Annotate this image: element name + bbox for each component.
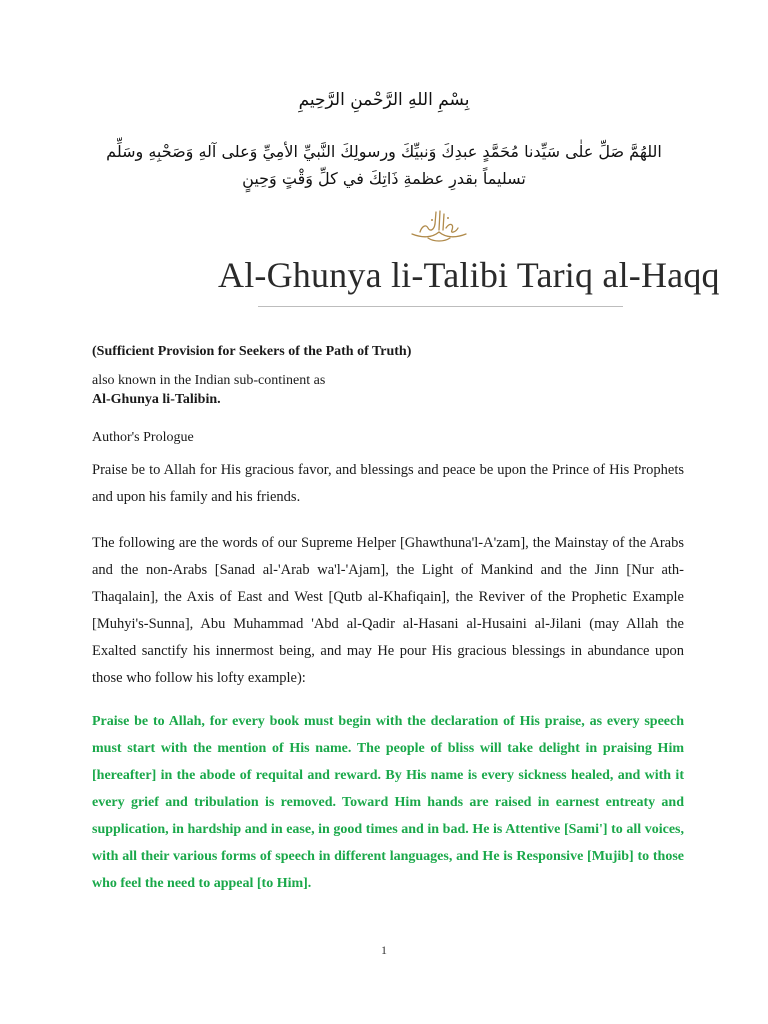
- salawat-invocation: اللهُمَّ صَلِّ علٰى سَيِّدنا مُحَمَّدٍ عبدِكَ وَنبيِّكَ ورسولِكَ النَّبيِّ الأمِيِّ وَعلى آلهِ وَصَحْبِهِ وسَلِّم تسليماً بقدرِ عظمةِ ذَاتِكَ في كلِّ وَقْتٍ وَحِينٍ: [106, 142, 662, 188]
- also-known-as: [92, 371, 684, 409]
- page-number: 1: [381, 943, 387, 957]
- calligraphy-ornament-icon: [408, 208, 470, 244]
- basmala: بِسْمِ اللهِ الرَّحْمنِ الرَّحِيمِ: [298, 90, 470, 110]
- prologue-heading: Author's Prologue: [92, 430, 194, 445]
- title-divider: [258, 306, 623, 307]
- paragraph-prologue-text: Praise be to Allah, for every book must begin with the declaration of His praise, as every speech must start with the mention of His name. The people of bliss will take delight in praising Him [hereafter] in the abode of requital and reward. By His name is every sickness healed, and with it every grief and tribulation is removed. Toward Him hands are raised in earnest entreaty and supplication, in hardship and in ease, in good times and in bad. He is Attentive [Sami'] to all voices, with all their various forms of speech in different languages, and He is Responsive [Mujib] to those who feel the need to appeal [to Him].: [92, 714, 684, 891]
- aka-title: Al-Ghunya li-Talibin.: [92, 392, 221, 407]
- book-subtitle: (Sufficient Provision for Seekers of the Path of Truth): [92, 344, 412, 359]
- paragraph-praise: Praise be to Allah for His gracious favor, and blessings and peace be upon the Prince of His Prophets and upon his family and his friends.: [92, 462, 684, 505]
- book-title: Al-Ghunya li-Talibi Tariq al-Haqq: [218, 255, 720, 295]
- aka-line: also known in the Indian sub-continent as: [92, 373, 326, 388]
- paragraph-words-of-helper: The following are the words of our Supreme Helper [Ghawthuna'l-A'zam], the Mainstay of the Arabs and the non-Arabs [Sanad al-'Arab wa'l-'Ajam], the Light of Mankind and the Jinn [Nur ath-Thaqalain], the Axis of East and West [Qutb al-Khafiqain], the Reviver of the Prophetic Example [Muhyi's-Sunna], Abu Muhammad 'Abd al-Qadir al-Hasani al-Husaini al-Jilani (may Allah the Exalted sanctify his innermost being, and may He pour His gracious blessings in abundance upon those who follow his lofty example):: [92, 535, 684, 686]
